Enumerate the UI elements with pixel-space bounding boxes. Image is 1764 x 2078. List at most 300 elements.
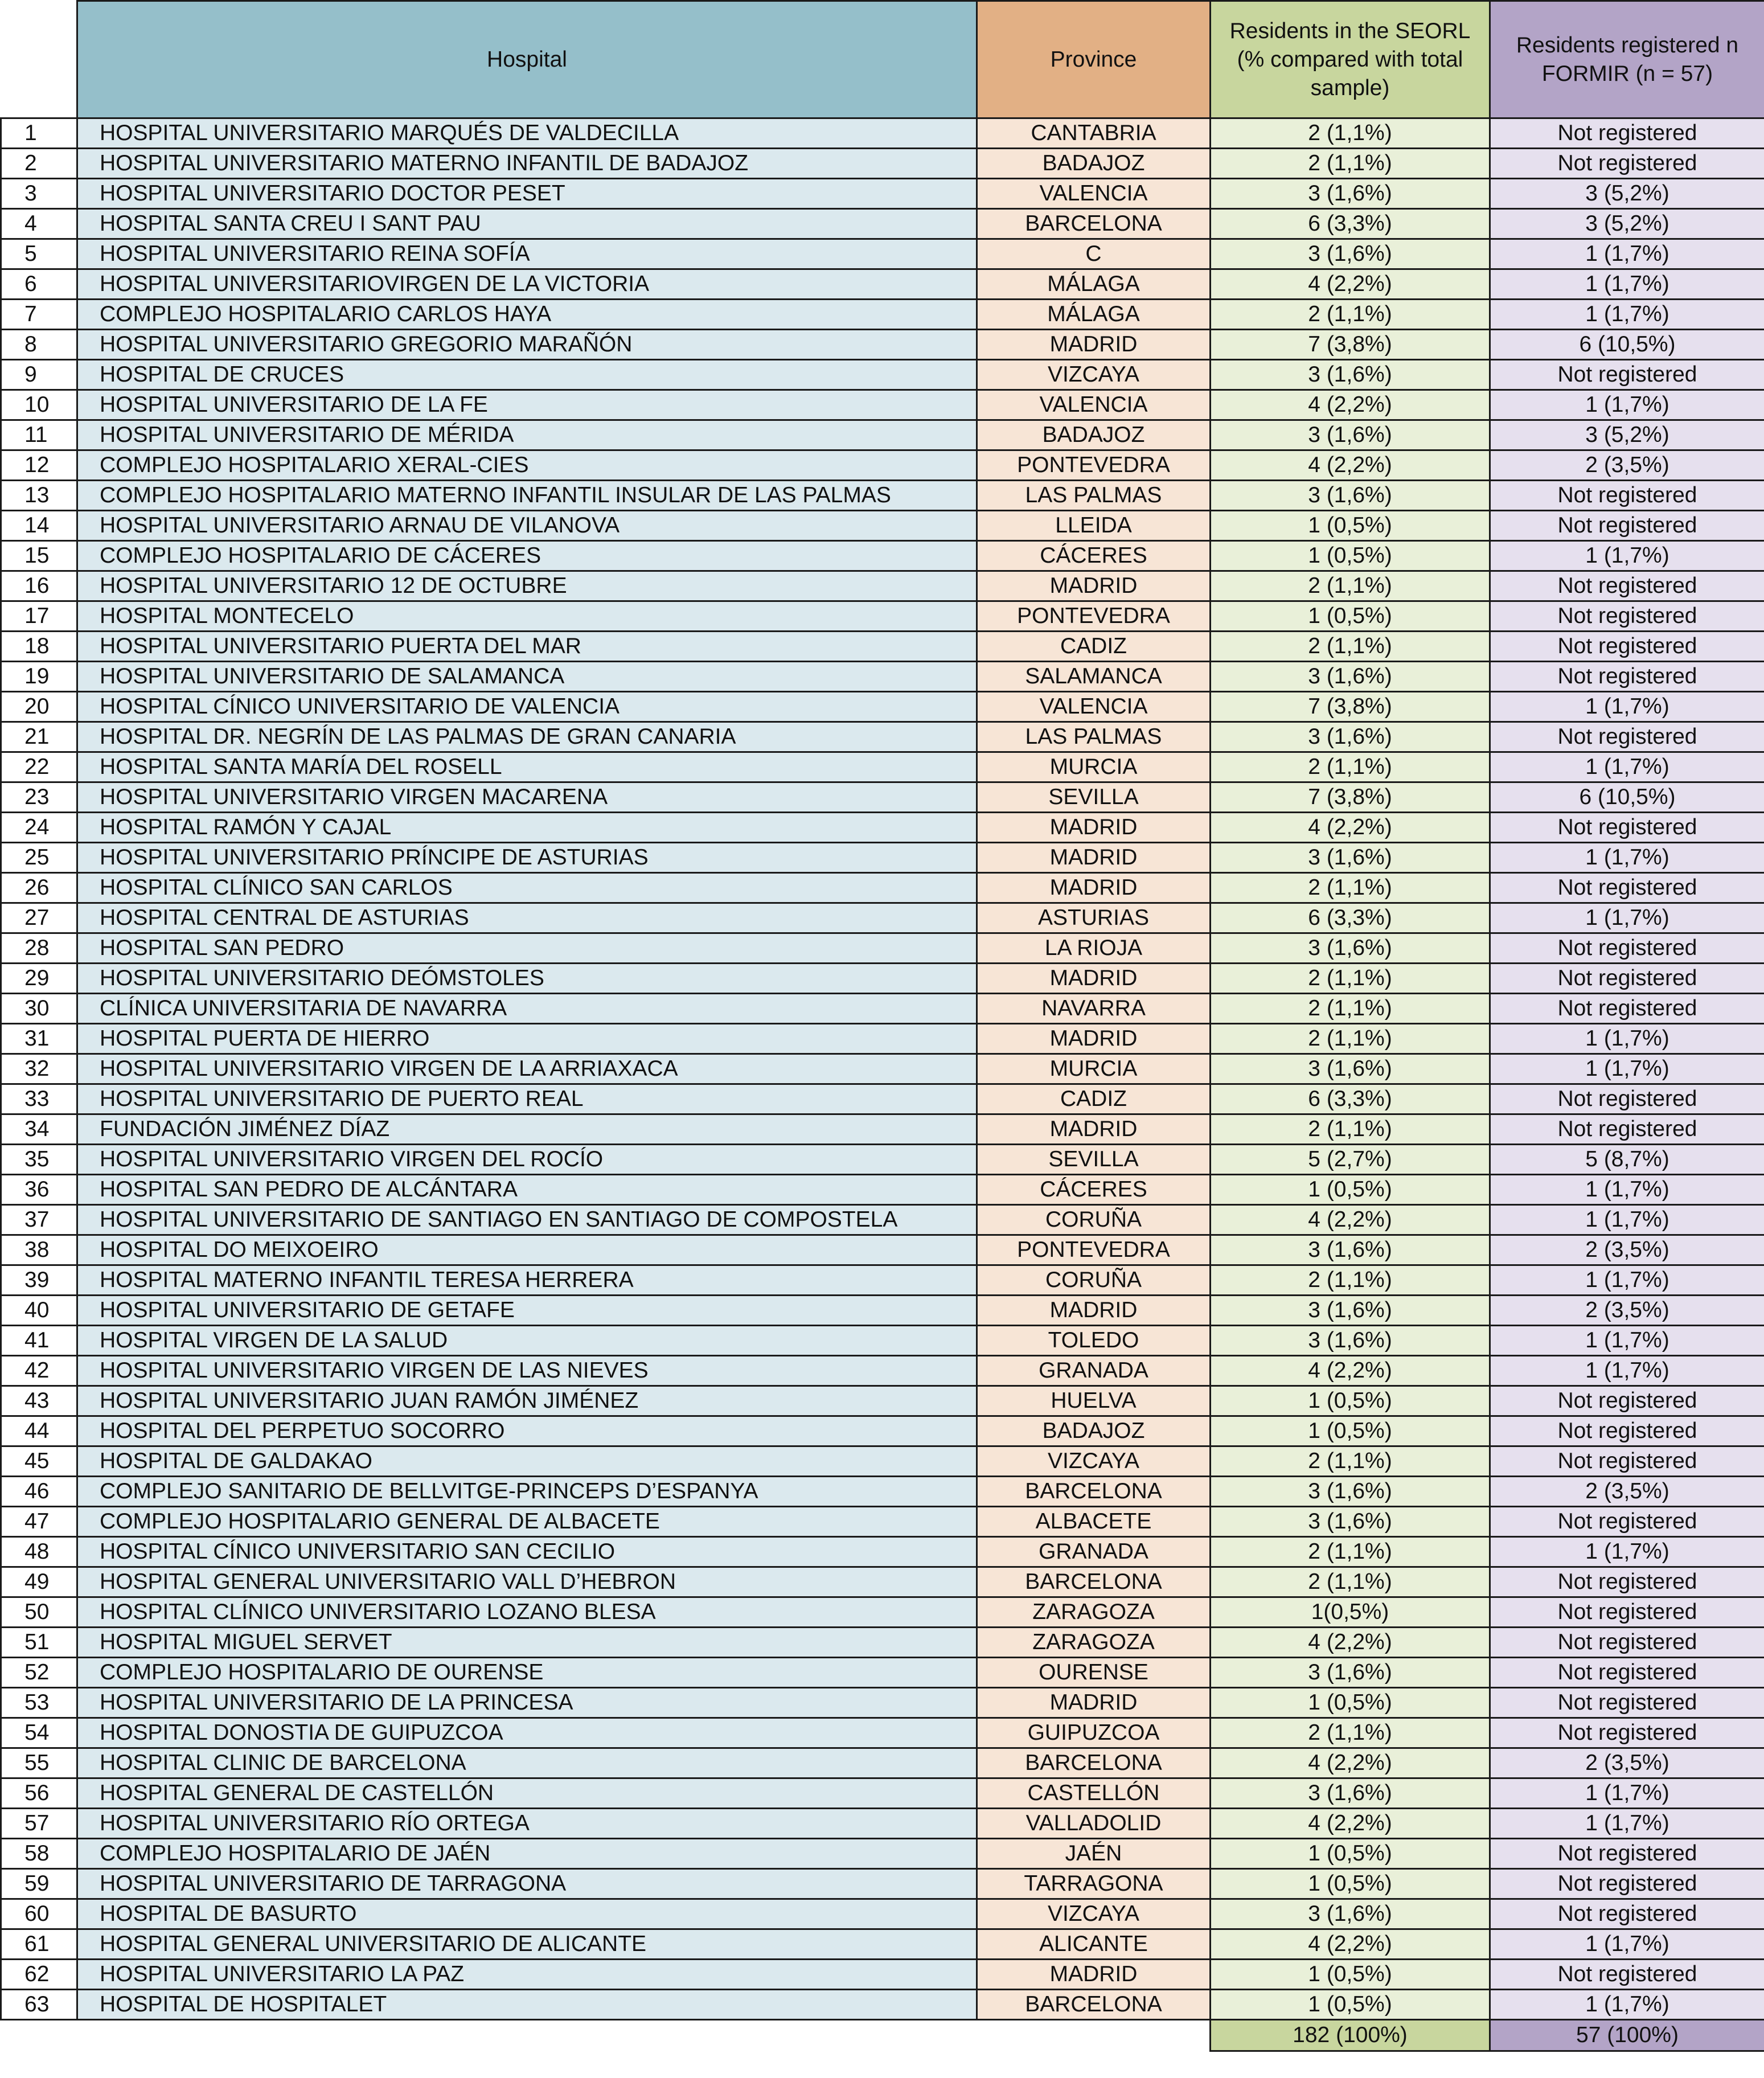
hospital-cell: HOSPITAL UNIVERSITARIO 12 DE OCTUBRE [77, 571, 977, 601]
row-number: 34 [1, 1114, 77, 1145]
residents-cell: 7 (3,8%) [1211, 330, 1490, 360]
residents-cell: 3 (1,6%) [1211, 179, 1490, 209]
formir-cell: 1 (1,7%) [1490, 1205, 1764, 1235]
residents-cell: 3 (1,6%) [1211, 662, 1490, 692]
row-number: 56 [1, 1778, 77, 1809]
row-number: 53 [1, 1688, 77, 1718]
table-row [1, 1084, 1764, 1114]
table-row [1, 1416, 1764, 1446]
table-row [1, 269, 1764, 300]
formir-cell: 3 (5,2%) [1490, 179, 1764, 209]
formir-cell: Not registered [1490, 1960, 1764, 1990]
formir-cell: 1 (1,7%) [1490, 1265, 1764, 1296]
row-number: 35 [1, 1145, 77, 1175]
row-number: 16 [1, 571, 77, 601]
residents-cell: 4 (2,2%) [1211, 813, 1490, 843]
province-cell: MADRID [977, 571, 1211, 601]
formir-cell: 2 (3,5%) [1490, 1235, 1764, 1265]
row-number: 18 [1, 632, 77, 662]
formir-cell: Not registered [1490, 1718, 1764, 1748]
row-number: 22 [1, 752, 77, 782]
hospital-cell: HOSPITAL GENERAL UNIVERSITARIO DE ALICANTE [77, 1929, 977, 1960]
row-number: 15 [1, 541, 77, 571]
residents-cell: 1 (0,5%) [1211, 1416, 1490, 1446]
table-row [1, 1990, 1764, 2020]
formir-cell: 1 (1,7%) [1490, 843, 1764, 873]
formir-cell: 1 (1,7%) [1490, 1054, 1764, 1084]
hospital-cell: HOSPITAL UNIVERSITARIO REINA SOFÍA [77, 239, 977, 269]
table-row [1, 692, 1764, 722]
residents-cell: 6 (3,3%) [1211, 903, 1490, 933]
hospital-cell: HOSPITAL SAN PEDRO DE ALCÁNTARA [77, 1175, 977, 1205]
residents-cell: 1 (0,5%) [1211, 511, 1490, 541]
table-row [1, 1356, 1764, 1386]
hospital-cell: HOSPITAL UNIVERSITARIO VIRGEN DE LAS NIEVES [77, 1356, 977, 1386]
formir-cell: Not registered [1490, 601, 1764, 632]
province-cell: GUIPUZCOA [977, 1718, 1211, 1748]
formir-cell: 1 (1,7%) [1490, 269, 1764, 300]
hospital-cell: HOSPITAL MIGUEL SERVET [77, 1628, 977, 1658]
formir-cell: 1 (1,7%) [1490, 752, 1764, 782]
formir-cell: 2 (3,5%) [1490, 450, 1764, 481]
province-cell: ASTURIAS [977, 903, 1211, 933]
hospital-cell: HOSPITAL UNIVERSITARIO DE GETAFE [77, 1296, 977, 1326]
totals-blank [1, 2020, 77, 2051]
province-cell: TOLEDO [977, 1326, 1211, 1356]
residents-cell: 2 (1,1%) [1211, 994, 1490, 1024]
table-row [1, 390, 1764, 420]
formir-cell: Not registered [1490, 662, 1764, 692]
hospital-cell: HOSPITAL DEL PERPETUO SOCORRO [77, 1416, 977, 1446]
province-cell: PONTEVEDRA [977, 1235, 1211, 1265]
hospital-cell: HOSPITAL VIRGEN DE LA SALUD [77, 1326, 977, 1356]
formir-cell: Not registered [1490, 632, 1764, 662]
totals-blank [977, 2020, 1211, 2051]
formir-cell: 1 (1,7%) [1490, 1537, 1764, 1567]
residents-cell: 3 (1,6%) [1211, 1235, 1490, 1265]
table-body [1, 118, 1764, 2020]
province-cell: CADIZ [977, 1084, 1211, 1114]
hospital-cell: HOSPITAL UNIVERSITARIO PRÍNCIPE DE ASTURIAS [77, 843, 977, 873]
row-number: 50 [1, 1597, 77, 1628]
province-cell: CÁCERES [977, 541, 1211, 571]
formir-cell: Not registered [1490, 1658, 1764, 1688]
province-cell: GRANADA [977, 1537, 1211, 1567]
hospital-cell: HOSPITAL DO MEIXOEIRO [77, 1235, 977, 1265]
province-cell: MADRID [977, 1114, 1211, 1145]
hospital-cell: HOSPITAL DE BASURTO [77, 1899, 977, 1929]
table-row [1, 1114, 1764, 1145]
province-cell: CORUÑA [977, 1265, 1211, 1296]
province-cell: VALENCIA [977, 692, 1211, 722]
header-province: Province [977, 1, 1211, 118]
formir-cell: Not registered [1490, 1899, 1764, 1929]
formir-cell: Not registered [1490, 813, 1764, 843]
residents-cell: 4 (2,2%) [1211, 450, 1490, 481]
table-row [1, 1778, 1764, 1809]
province-cell: CASTELLÓN [977, 1778, 1211, 1809]
row-number: 11 [1, 420, 77, 450]
province-cell: BADAJOZ [977, 420, 1211, 450]
formir-cell: 3 (5,2%) [1490, 209, 1764, 239]
header-row [1, 1, 1764, 118]
province-cell: LLEIDA [977, 511, 1211, 541]
hospital-cell: HOSPITAL UNIVERSITARIO LA PAZ [77, 1960, 977, 1990]
table-row [1, 1809, 1764, 1839]
hospital-cell: COMPLEJO HOSPITALARIO DE CÁCERES [77, 541, 977, 571]
residents-cell: 2 (1,1%) [1211, 118, 1490, 149]
residents-cell: 7 (3,8%) [1211, 692, 1490, 722]
hospital-cell: HOSPITAL GENERAL UNIVERSITARIO VALL D’HEBRON [77, 1567, 977, 1597]
formir-cell: 1 (1,7%) [1490, 1929, 1764, 1960]
row-number: 45 [1, 1446, 77, 1477]
residents-cell: 3 (1,6%) [1211, 1899, 1490, 1929]
table-row [1, 1869, 1764, 1899]
residents-cell: 5 (2,7%) [1211, 1145, 1490, 1175]
row-number: 52 [1, 1658, 77, 1688]
row-number: 12 [1, 450, 77, 481]
hospital-cell: HOSPITAL CÍNICO UNIVERSITARIO SAN CECILIO [77, 1537, 977, 1567]
province-cell: VIZCAYA [977, 1899, 1211, 1929]
hospital-cell: HOSPITAL UNIVERSITARIO DE PUERTO REAL [77, 1084, 977, 1114]
formir-cell: Not registered [1490, 1597, 1764, 1628]
row-number: 1 [1, 118, 77, 149]
province-cell: MADRID [977, 813, 1211, 843]
residents-cell: 1 (0,5%) [1211, 1869, 1490, 1899]
row-number: 55 [1, 1748, 77, 1778]
hospital-cell: HOSPITAL UNIVERSITARIO VIRGEN DEL ROCÍO [77, 1145, 977, 1175]
residents-cell: 2 (1,1%) [1211, 1446, 1490, 1477]
row-number: 5 [1, 239, 77, 269]
hospital-cell: HOSPITAL SAN PEDRO [77, 933, 977, 964]
province-cell: SEVILLA [977, 782, 1211, 813]
table-row [1, 782, 1764, 813]
formir-cell: 1 (1,7%) [1490, 541, 1764, 571]
table-row [1, 873, 1764, 903]
row-number: 61 [1, 1929, 77, 1960]
row-number: 37 [1, 1205, 77, 1235]
province-cell: VALLADOLID [977, 1809, 1211, 1839]
table-row [1, 632, 1764, 662]
residents-cell: 1 (0,5%) [1211, 601, 1490, 632]
province-cell: MADRID [977, 1296, 1211, 1326]
table-row [1, 1537, 1764, 1567]
formir-cell: Not registered [1490, 1567, 1764, 1597]
province-cell: BADAJOZ [977, 149, 1211, 179]
formir-cell: Not registered [1490, 481, 1764, 511]
hospital-cell: CLÍNICA UNIVERSITARIA DE NAVARRA [77, 994, 977, 1024]
residents-cell: 3 (1,6%) [1211, 360, 1490, 390]
hospital-cell: HOSPITAL UNIVERSITARIO GREGORIO MARAÑÓN [77, 330, 977, 360]
province-cell: VIZCAYA [977, 1446, 1211, 1477]
hospital-cell: HOSPITAL CLÍNICO SAN CARLOS [77, 873, 977, 903]
residents-cell: 4 (2,2%) [1211, 1809, 1490, 1839]
formir-cell: 1 (1,7%) [1490, 1809, 1764, 1839]
residents-cell: 4 (2,2%) [1211, 1929, 1490, 1960]
province-cell: JAÉN [977, 1839, 1211, 1869]
hospital-cell: HOSPITAL CÍNICO UNIVERSITARIO DE VALENCIA [77, 692, 977, 722]
table-row [1, 964, 1764, 994]
residents-cell: 2 (1,1%) [1211, 1567, 1490, 1597]
formir-cell: 1 (1,7%) [1490, 1175, 1764, 1205]
residents-cell: 1 (0,5%) [1211, 1688, 1490, 1718]
residents-cell: 6 (3,3%) [1211, 209, 1490, 239]
table-row [1, 1054, 1764, 1084]
table-row [1, 239, 1764, 269]
residents-cell: 2 (1,1%) [1211, 873, 1490, 903]
residents-cell: 3 (1,6%) [1211, 420, 1490, 450]
formir-cell: Not registered [1490, 1386, 1764, 1416]
province-cell: BARCELONA [977, 1748, 1211, 1778]
residents-cell: 4 (2,2%) [1211, 1205, 1490, 1235]
table-row [1, 1265, 1764, 1296]
row-number: 40 [1, 1296, 77, 1326]
row-number: 3 [1, 179, 77, 209]
row-number: 25 [1, 843, 77, 873]
formir-cell: 1 (1,7%) [1490, 692, 1764, 722]
hospital-cell: HOSPITAL UNIVERSITARIO DE SALAMANCA [77, 662, 977, 692]
table-row [1, 1477, 1764, 1507]
hospital-cell: HOSPITAL SANTA MARÍA DEL ROSELL [77, 752, 977, 782]
table-row [1, 1597, 1764, 1628]
hospital-cell: COMPLEJO HOSPITALARIO MATERNO INFANTIL INSULAR DE LAS PALMAS [77, 481, 977, 511]
province-cell: VALENCIA [977, 179, 1211, 209]
table-row [1, 571, 1764, 601]
residents-cell: 2 (1,1%) [1211, 571, 1490, 601]
residents-cell: 2 (1,1%) [1211, 964, 1490, 994]
province-cell: GRANADA [977, 1356, 1211, 1386]
table-row [1, 1296, 1764, 1326]
formir-cell: Not registered [1490, 1416, 1764, 1446]
province-cell: VALENCIA [977, 390, 1211, 420]
table-row [1, 1960, 1764, 1990]
formir-cell: 2 (3,5%) [1490, 1748, 1764, 1778]
hospital-cell: HOSPITAL UNIVERSITARIO JUAN RAMÓN JIMÉNEZ [77, 1386, 977, 1416]
province-cell: SEVILLA [977, 1145, 1211, 1175]
totals-row [1, 2020, 1764, 2051]
formir-cell: Not registered [1490, 571, 1764, 601]
row-number: 2 [1, 149, 77, 179]
row-number: 23 [1, 782, 77, 813]
residents-cell: 2 (1,1%) [1211, 1718, 1490, 1748]
formir-cell: 1 (1,7%) [1490, 1778, 1764, 1809]
province-cell: MURCIA [977, 1054, 1211, 1084]
province-cell: MURCIA [977, 752, 1211, 782]
row-number: 9 [1, 360, 77, 390]
province-cell: MADRID [977, 873, 1211, 903]
formir-cell: 5 (8,7%) [1490, 1145, 1764, 1175]
province-cell: MADRID [977, 843, 1211, 873]
residents-cell: 1 (0,5%) [1211, 1175, 1490, 1205]
hospital-cell: HOSPITAL RAMÓN Y CAJAL [77, 813, 977, 843]
table-row [1, 450, 1764, 481]
formir-cell: 1 (1,7%) [1490, 239, 1764, 269]
row-number: 39 [1, 1265, 77, 1296]
hospital-cell: HOSPITAL UNIVERSITARIO MARQUÉS DE VALDECILLA [77, 118, 977, 149]
province-cell: TARRAGONA [977, 1869, 1211, 1899]
hospital-cell: COMPLEJO HOSPITALARIO GENERAL DE ALBACETE [77, 1507, 977, 1537]
row-number: 62 [1, 1960, 77, 1990]
table-row [1, 1145, 1764, 1175]
residents-cell: 3 (1,6%) [1211, 1296, 1490, 1326]
residents-cell: 3 (1,6%) [1211, 843, 1490, 873]
hospital-cell: HOSPITAL UNIVERSITARIO MATERNO INFANTIL DE BADAJOZ [77, 149, 977, 179]
province-cell: LAS PALMAS [977, 722, 1211, 752]
row-number: 20 [1, 692, 77, 722]
table-row [1, 1628, 1764, 1658]
formir-cell: Not registered [1490, 1869, 1764, 1899]
row-number: 8 [1, 330, 77, 360]
province-cell: ALBACETE [977, 1507, 1211, 1537]
hospital-cell: COMPLEJO HOSPITALARIO XERAL-CIES [77, 450, 977, 481]
hospital-cell: HOSPITAL UNIVERSITARIO DOCTOR PESET [77, 179, 977, 209]
residents-cell: 2 (1,1%) [1211, 1114, 1490, 1145]
province-cell: CORUÑA [977, 1205, 1211, 1235]
table-row [1, 813, 1764, 843]
province-cell: MADRID [977, 964, 1211, 994]
residents-cell: 3 (1,6%) [1211, 481, 1490, 511]
row-number: 48 [1, 1537, 77, 1567]
residents-cell: 6 (3,3%) [1211, 1084, 1490, 1114]
residents-cell: 3 (1,6%) [1211, 1658, 1490, 1688]
province-cell: BARCELONA [977, 209, 1211, 239]
table-row [1, 1205, 1764, 1235]
row-number: 21 [1, 722, 77, 752]
province-cell: ZARAGOZA [977, 1628, 1211, 1658]
row-number: 42 [1, 1356, 77, 1386]
residents-cell: 2 (1,1%) [1211, 1024, 1490, 1054]
row-number: 31 [1, 1024, 77, 1054]
residents-cell: 3 (1,6%) [1211, 1778, 1490, 1809]
residents-cell: 2 (1,1%) [1211, 1265, 1490, 1296]
table-row [1, 1507, 1764, 1537]
hospital-cell: HOSPITAL UNIVERSITARIO DE SANTIAGO EN SANTIAGO DE COMPOSTELA [77, 1205, 977, 1235]
hospital-cell: FUNDACIÓN JIMÉNEZ DÍAZ [77, 1114, 977, 1145]
residents-cell: 2 (1,1%) [1211, 149, 1490, 179]
table-row [1, 1839, 1764, 1869]
province-cell: MADRID [977, 1960, 1211, 1990]
table-row [1, 752, 1764, 782]
table-row [1, 541, 1764, 571]
province-cell: MÁLAGA [977, 269, 1211, 300]
hospital-cell: HOSPITAL DE CRUCES [77, 360, 977, 390]
province-cell: MADRID [977, 1024, 1211, 1054]
province-cell: MÁLAGA [977, 300, 1211, 330]
formir-cell: 3 (5,2%) [1490, 420, 1764, 450]
table-row [1, 300, 1764, 330]
formir-cell: Not registered [1490, 1084, 1764, 1114]
province-cell: BARCELONA [977, 1567, 1211, 1597]
table-row [1, 420, 1764, 450]
table-row [1, 118, 1764, 149]
hospital-cell: HOSPITAL PUERTA DE HIERRO [77, 1024, 977, 1054]
row-number: 63 [1, 1990, 77, 2020]
row-number: 4 [1, 209, 77, 239]
residents-cell: 2 (1,1%) [1211, 752, 1490, 782]
hospital-cell: COMPLEJO SANITARIO DE BELLVITGE-PRINCEPS D’ESPANYA [77, 1477, 977, 1507]
hospital-cell: HOSPITAL CLÍNICO UNIVERSITARIO LOZANO BLESA [77, 1597, 977, 1628]
row-number: 33 [1, 1084, 77, 1114]
residents-cell: 4 (2,2%) [1211, 390, 1490, 420]
residents-cell: 1 (0,5%) [1211, 1386, 1490, 1416]
table-row [1, 662, 1764, 692]
formir-cell: 1 (1,7%) [1490, 1990, 1764, 2020]
residents-cell: 3 (1,6%) [1211, 239, 1490, 269]
hospital-cell: HOSPITAL UNIVERSITARIO ARNAU DE VILANOVA [77, 511, 977, 541]
formir-cell: Not registered [1490, 118, 1764, 149]
province-cell: LAS PALMAS [977, 481, 1211, 511]
formir-cell: Not registered [1490, 360, 1764, 390]
province-cell: MADRID [977, 1688, 1211, 1718]
hospital-cell: HOSPITAL UNIVERSITARIO DE LA FE [77, 390, 977, 420]
residents-cell: 4 (2,2%) [1211, 1628, 1490, 1658]
table-row [1, 511, 1764, 541]
hospital-cell: COMPLEJO HOSPITALARIO DE JAÉN [77, 1839, 977, 1869]
residents-cell: 1 (0,5%) [1211, 1990, 1490, 2020]
residents-cell: 3 (1,6%) [1211, 1477, 1490, 1507]
residents-cell: 4 (2,2%) [1211, 1748, 1490, 1778]
table-row [1, 1326, 1764, 1356]
table-row [1, 601, 1764, 632]
table-row [1, 1446, 1764, 1477]
formir-cell: Not registered [1490, 511, 1764, 541]
table-row [1, 903, 1764, 933]
row-number: 10 [1, 390, 77, 420]
province-cell: CANTABRIA [977, 118, 1211, 149]
province-cell: LA RIOJA [977, 933, 1211, 964]
residents-cell: 3 (1,6%) [1211, 1054, 1490, 1084]
row-number: 29 [1, 964, 77, 994]
province-cell: NAVARRA [977, 994, 1211, 1024]
province-cell: PONTEVEDRA [977, 601, 1211, 632]
formir-cell: Not registered [1490, 964, 1764, 994]
province-cell: VIZCAYA [977, 360, 1211, 390]
total-residents: 182 (100%) [1211, 2020, 1490, 2051]
province-cell: MADRID [977, 330, 1211, 360]
row-number: 14 [1, 511, 77, 541]
table-row [1, 1175, 1764, 1205]
hospital-cell: HOSPITAL DE HOSPITALET [77, 1990, 977, 2020]
formir-cell: Not registered [1490, 1839, 1764, 1869]
hospital-cell: HOSPITAL UNIVERSITARIO VIRGEN MACARENA [77, 782, 977, 813]
row-number: 32 [1, 1054, 77, 1084]
row-number: 24 [1, 813, 77, 843]
table-row [1, 179, 1764, 209]
table-row [1, 1658, 1764, 1688]
table-row [1, 1386, 1764, 1416]
row-number: 19 [1, 662, 77, 692]
table-row [1, 1718, 1764, 1748]
hospital-cell: HOSPITAL UNIVERSITARIO VIRGEN DE LA ARRIAXACA [77, 1054, 977, 1084]
row-number: 7 [1, 300, 77, 330]
residents-cell: 2 (1,1%) [1211, 1537, 1490, 1567]
hospital-cell: HOSPITAL UNIVERSITARIO DEÓMSTOLES [77, 964, 977, 994]
total-formir: 57 (100%) [1490, 2020, 1764, 2051]
formir-cell: 1 (1,7%) [1490, 903, 1764, 933]
row-number: 26 [1, 873, 77, 903]
formir-cell: 1 (1,7%) [1490, 1024, 1764, 1054]
hospital-cell: COMPLEJO HOSPITALARIO CARLOS HAYA [77, 300, 977, 330]
hospital-cell: HOSPITAL UNIVERSITARIO PUERTA DEL MAR [77, 632, 977, 662]
row-number: 58 [1, 1839, 77, 1869]
header-residents-formir: Residents registered n FORMIR (n = 57) [1490, 1, 1764, 118]
table-row [1, 1688, 1764, 1718]
formir-cell: 1 (1,7%) [1490, 390, 1764, 420]
residents-cell: 4 (2,2%) [1211, 269, 1490, 300]
row-number: 57 [1, 1809, 77, 1839]
hospital-cell: HOSPITAL UNIVERSITARIO DE TARRAGONA [77, 1869, 977, 1899]
hospital-cell: HOSPITAL CENTRAL DE ASTURIAS [77, 903, 977, 933]
